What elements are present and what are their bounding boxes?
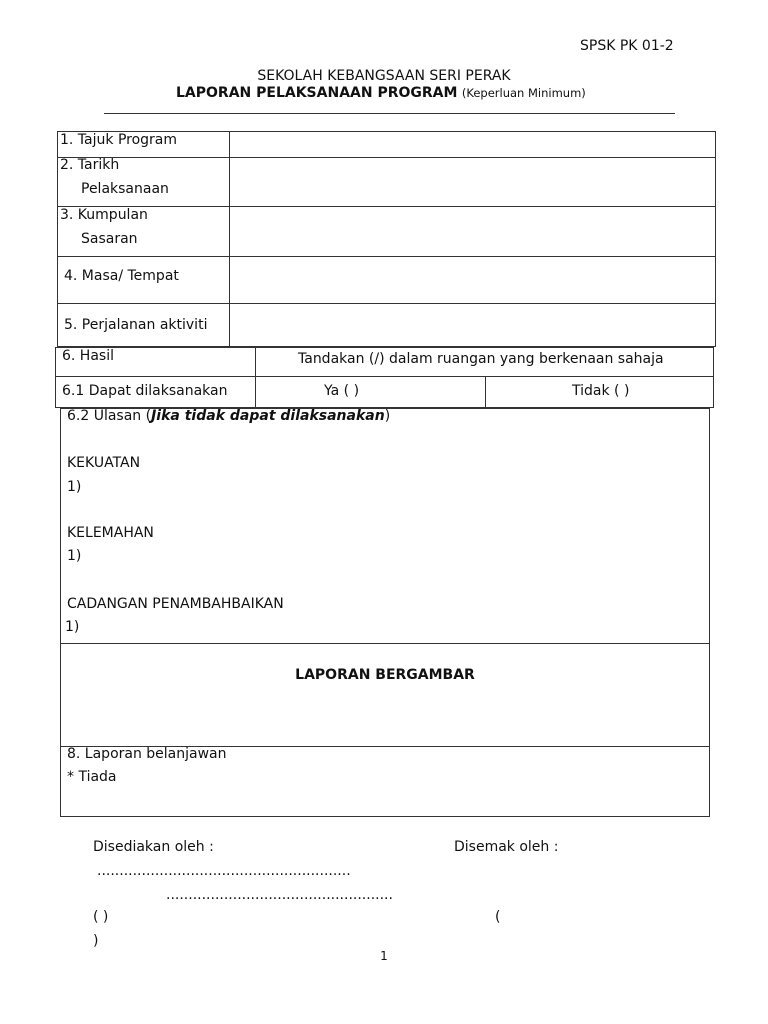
- checked-by-label: Disemak oleh :: [454, 839, 559, 855]
- page-number: 1: [380, 949, 388, 963]
- implemented-label: 6.1 Dapat dilaksanakan: [62, 383, 228, 399]
- strengths-heading: KEKUATAN: [67, 455, 141, 471]
- school-name: SEKOLAH KEBANGSAAN SERI PERAK: [257, 68, 511, 84]
- checked-name-parenthesis-open[interactable]: (: [495, 909, 501, 925]
- prepared-signature-line[interactable]: .........................................................: [97, 863, 351, 879]
- suggestions-heading: CADANGAN PENAMBAHBAIKAN: [67, 596, 284, 612]
- time-place-label: 4. Masa/ Tempat: [64, 268, 179, 284]
- checked-signature-line[interactable]: ...................................................: [166, 887, 393, 903]
- result-instruction: Tandakan (/) dalam ruangan yang berkenaan sahaja: [298, 351, 664, 367]
- target-group-label-line2: Sasaran: [81, 231, 138, 247]
- time-place-field[interactable]: [231, 257, 714, 302]
- target-group-field[interactable]: [231, 207, 714, 255]
- review-label-prefix: 6.2 Ulasan (: [67, 408, 152, 424]
- implementation-date-field[interactable]: [231, 158, 714, 205]
- result-row-divider: [55, 376, 714, 377]
- document-code: SPSK PK 01-2: [580, 38, 674, 54]
- weaknesses-heading: KELEMAHAN: [67, 525, 154, 541]
- header-rule: [104, 113, 675, 114]
- program-title-label: 1. Tajuk Program: [60, 132, 178, 148]
- budget-label: 8. Laporan belanjawan: [67, 746, 227, 762]
- activity-progress-label: 5. Perjalanan aktiviti: [64, 317, 208, 333]
- document-title: [176, 85, 586, 101]
- review-label-emphasis: Jika tidak dapat dilaksanakan: [151, 408, 385, 424]
- prepared-by-label: Disediakan oleh :: [93, 839, 214, 855]
- budget-value[interactable]: * Tiada: [67, 769, 117, 785]
- suggestions-item[interactable]: 1): [65, 619, 80, 635]
- review-label-suffix: ): [384, 408, 391, 424]
- implementation-date-label-line1: 2. Tarikh: [60, 157, 120, 173]
- photo-report-heading: LAPORAN BERGAMBAR: [295, 667, 475, 683]
- review-section-divider: [60, 643, 710, 644]
- implementation-date-label-line2: Pelaksanaan: [81, 181, 169, 197]
- strengths-item[interactable]: 1): [67, 479, 82, 495]
- no-option-box[interactable]: Tidak ( ): [572, 383, 630, 399]
- title-bold: LAPORAN PELAKSANAAN PROGRAM: [176, 85, 458, 101]
- program-title-field[interactable]: [231, 132, 714, 156]
- prepared-name-parentheses[interactable]: ( ): [93, 909, 109, 925]
- closing-parenthesis: ): [93, 933, 99, 949]
- review-label: [67, 408, 390, 424]
- title-note: (Keperluan Minimum): [461, 86, 586, 100]
- program-details-divider: [229, 131, 230, 347]
- activity-progress-field[interactable]: [231, 304, 714, 346]
- result-label: 6. Hasil: [62, 348, 114, 364]
- weaknesses-item[interactable]: 1): [67, 548, 82, 564]
- target-group-label-line1: 3. Kumpulan: [60, 207, 148, 223]
- result-divider: [255, 347, 256, 408]
- result-option-divider: [485, 376, 486, 408]
- yes-option-box[interactable]: Ya ( ): [324, 383, 360, 399]
